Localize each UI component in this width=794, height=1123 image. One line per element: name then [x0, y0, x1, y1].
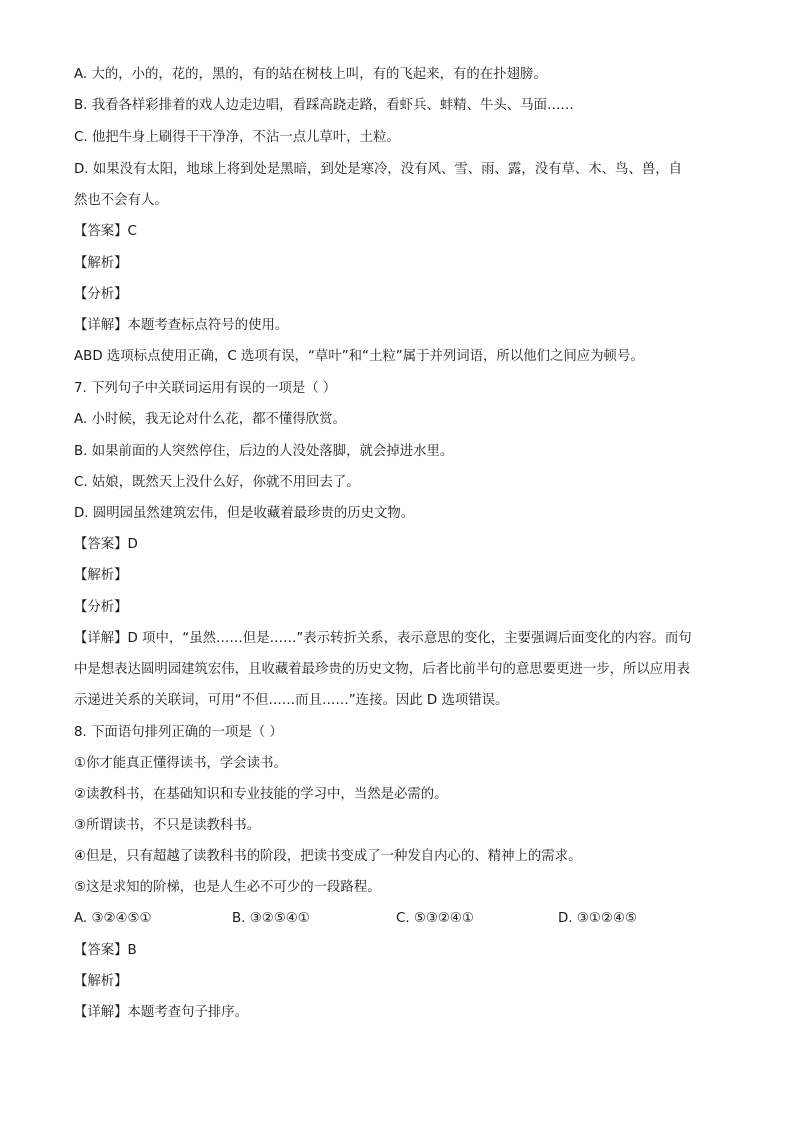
- q8-sentence-4: ④但是，只有超越了读教科书的阶段，把读书变成了一种发自内心的、精神上的需求。: [74, 849, 582, 864]
- q6-option-a: A. 大的，小的，花的，黑的，有的站在树枝上叫，有的飞起来，有的在扑翅膀。: [74, 67, 547, 82]
- q7-detail-line-2: 中是想表达圆明园建筑宏伟，且收藏着最珍贵的历史文物，后者比前半句的意思要更进一步，所以应用表: [74, 662, 690, 677]
- q7-fenxi-heading: 【分析】: [74, 600, 128, 615]
- q6-answer: 【答案】C: [74, 224, 137, 239]
- q7-option-c: C. 姑娘，既然天上没什么好，你就不用回去了。: [74, 475, 360, 490]
- q8-answer: 【答案】B: [74, 943, 137, 958]
- q8-option-d: D. ③①②④⑤: [558, 911, 637, 926]
- q8-question: 8. 下面语句排列正确的一项是（ ）: [74, 725, 283, 740]
- q7-answer: 【答案】D: [74, 537, 138, 552]
- q6-option-c: C. 他把牛身上刷得干干净净，不沾一点儿草叶，土粒。: [74, 130, 400, 145]
- q6-option-d-cont: 然也不会有人。: [74, 193, 168, 208]
- q7-option-b: B. 如果前面的人突然停住，后边的人没处落脚，就会掉进水里。: [74, 444, 454, 459]
- q7-option-d: D. 圆明园虽然建筑宏伟，但是收藏着最珍贵的历史文物。: [74, 506, 415, 521]
- q7-detail-line-3: 示递进关系的关联词，可用“不但……而且……”连接。因此 D 选项错误。: [74, 693, 509, 708]
- q7-analysis-heading: 【解析】: [74, 568, 128, 583]
- q8-sentence-1: ①你才能真正懂得读书，学会读书。: [74, 756, 287, 771]
- q7-question: 7. 下列句子中关联词运用有误的一项是（ ）: [74, 381, 337, 396]
- q8-options-row: [74, 910, 724, 928]
- q8-sentence-5: ⑤这是求知的阶梯，也是人生必不可少的一段路程。: [74, 880, 381, 895]
- q6-analysis-heading: 【解析】: [74, 256, 128, 271]
- q8-analysis-heading: 【解析】: [74, 974, 128, 989]
- q8-option-c: C. ⑤③②④①: [396, 911, 474, 926]
- q8-detail: 【详解】本题考查句子排序。: [74, 1005, 249, 1020]
- q7-detail-line-1: 【详解】D 项中，“虽然……但是……”表示转折关系，表示意思的变化，主要强调后面变化的内容。而句: [74, 631, 692, 646]
- q7-option-a: A. 小时候，我无论对什么花，都不懂得欣赏。: [74, 412, 346, 427]
- q6-detail-explanation: ABD 选项标点使用正确，C 选项有误，“草叶”和“土粒”属于并列词语，所以他们之间应为顿号。: [74, 349, 644, 364]
- q6-option-d: D. 如果没有太阳，地球上将到处是黑暗，到处是寒冷，没有风、雪、雨、露，没有草、木、鸟、兽，自: [74, 162, 683, 177]
- q6-option-b: B. 我看各样彩排着的戏人边走边唱，看踩高跷走路，看虾兵、蚌精、牛头、马面……: [74, 98, 574, 113]
- q8-sentence-3: ③所谓读书，不只是读教科书。: [74, 818, 261, 833]
- q8-option-b: B. ③②⑤④①: [232, 911, 310, 926]
- q8-option-a: A. ③②④⑤①: [74, 911, 152, 926]
- q6-detail: 【详解】本题考查标点符号的使用。: [74, 318, 289, 333]
- q8-sentence-2: ②读教科书，在基础知识和专业技能的学习中，当然是必需的。: [74, 787, 448, 802]
- q6-fenxi-heading: 【分析】: [74, 287, 128, 302]
